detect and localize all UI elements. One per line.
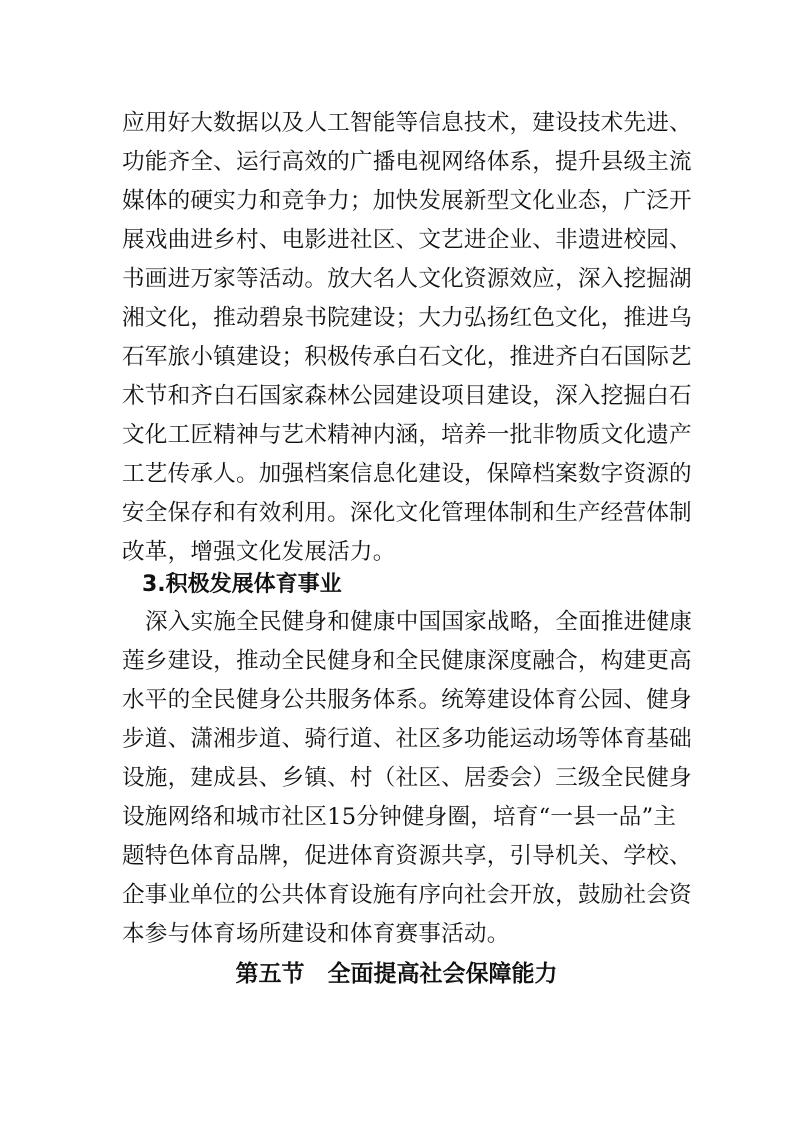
- text-line: 工艺传承人。加强档案信息化建设，保障档案数字资源的: [122, 461, 692, 487]
- section-title: 第五节 全面提高社会保障能力: [235, 961, 558, 987]
- text-line: 改革，增强文化发展活力。: [122, 539, 396, 565]
- text-line: 湘文化，推动碧泉书院建设；大力弘扬红色文化，推进乌: [122, 305, 692, 331]
- text-line: 步道、潇湘步道、骑行道、社区多功能运动场等体育基础: [122, 726, 692, 752]
- text-line: 本参与体育场所建设和体育赛事活动。: [122, 921, 510, 947]
- text-line: 题特色体育品牌，促进体育资源共享，引导机关、学校、: [122, 843, 692, 869]
- text-line: 文化工匠精神与艺术精神内涵，培养一批非物质文化遗产: [122, 422, 692, 448]
- text-line: 功能齐全、运行高效的广播电视网络体系，提升县级主流: [122, 149, 692, 175]
- text-line: 术节和齐白石国家森林公园建设项目建设，深入挖掘白石: [122, 383, 692, 409]
- text-line: 媒体的硬实力和竞争力；加快发展新型文化业态，广泛开: [122, 188, 692, 214]
- text-line: 设施网络和城市社区15分钟健身圈，培育“一县一品”主: [122, 804, 677, 830]
- text-line: 深入实施全民健身和健康中国国家战略，全面推进健康: [145, 609, 693, 635]
- text-line: 企事业单位的公共体育设施有序向社会开放，鼓励社会资: [122, 882, 692, 908]
- text-line: 设施，建成县、乡镇、村（社区、居委会）三级全民健身: [122, 765, 692, 791]
- subheading-sports: 3.积极发展体育事业: [142, 572, 342, 597]
- text-line: 展戏曲进乡村、电影进社区、文艺进企业、非遗进校园、: [122, 227, 692, 253]
- text-line: 莲乡建设，推动全民健身和全民健康深度融合，构建更高: [122, 648, 692, 674]
- text-line: 书画进万家等活动。放大名人文化资源效应，深入挖掘湖: [122, 266, 692, 292]
- text-line: 应用好大数据以及人工智能等信息技术，建设技术先进、: [122, 110, 692, 136]
- text-line: 安全保存和有效利用。深化文化管理体制和生产经营体制: [122, 500, 692, 526]
- text-line: 石军旅小镇建设；积极传承白石文化，推进齐白石国际艺: [122, 344, 692, 370]
- text-line: 水平的全民健身公共服务体系。统筹建设体育公园、健身: [122, 687, 692, 713]
